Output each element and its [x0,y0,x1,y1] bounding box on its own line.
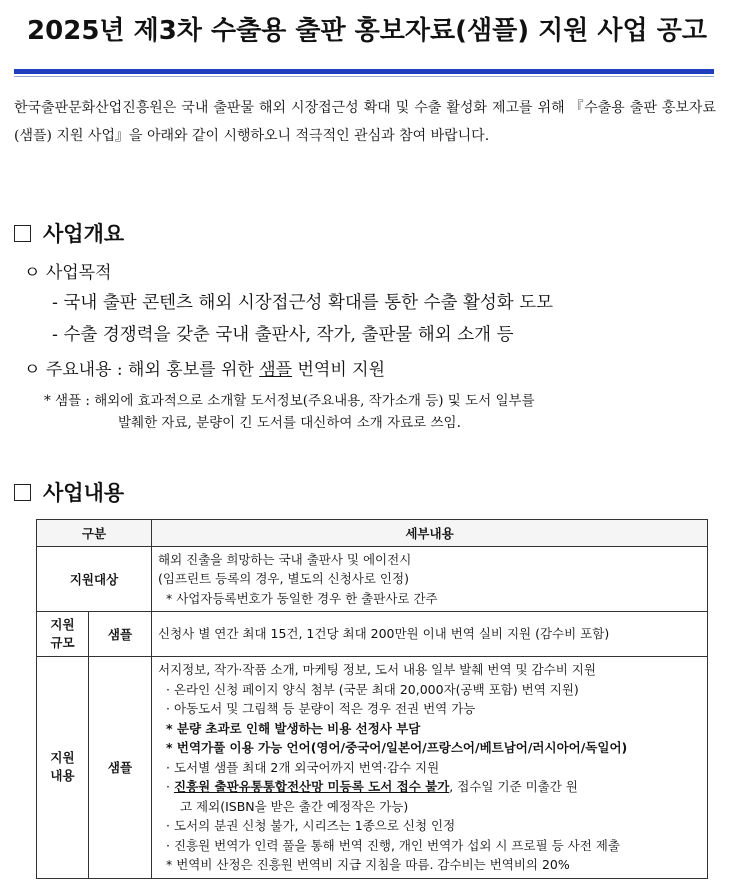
content-line: · 온라인 신청 페이지 양식 첨부 (국문 최대 20,000자(공백 포함) 번역 지원) [166,681,579,697]
content-detail [152,657,708,879]
content-line: · 진흥원 번역가 인력 풀을 통해 번역 진행, 개인 번역가 섭외 시 프로필 등 사전 제출 [166,837,620,853]
main-content-prefix: ㅇ 주요내용 : 해외 홍보를 위한 [24,360,260,380]
table-row-content [37,657,708,879]
content-line: · 아동도서 및 그림책 등 분량이 적은 경우 전권 번역 가능 [166,701,476,716]
page-title: 2025년 제3차 수출용 출판 홍보자료(샘플) 지원 사업 공고 [27,16,707,46]
square-bullet-icon [14,225,31,242]
table-header-row [37,520,708,547]
content-line: · 진흥원 출판유통통합전산망 미등록 도서 접수 불가, 접수일 기준 미출간 원 [166,779,578,794]
sample-note-line-2: 발췌한 자료, 분량이 긴 도서를 대신하여 소개 자료로 쓰임. [118,415,461,431]
content-label: 지원 내용 [37,657,89,879]
target-line: * 사업자등록번호가 동일한 경우 한 출판사로 간주 [166,590,438,606]
section-heading-text: 사업내용 [43,481,125,505]
main-content-line [24,355,385,380]
scale-detail [152,612,708,657]
content-line-rest: , 접수일 기준 미출간 원 [449,779,578,794]
header-category: 구분 [37,520,152,547]
main-content-suffix: 번역비 지원 [292,360,385,380]
table-row-target [37,547,708,612]
target-detail [152,547,708,612]
target-line: 해외 진출을 희망하는 국내 출판사 및 에이전시 [158,551,412,567]
header-detail: 세부내용 [152,520,708,547]
target-line: (임프린트 등록의 경우, 별도의 신청사로 인정) [158,571,409,587]
sample-note-line-1: * 샘플 : 해외에 효과적으로 소개할 도서정보(주요내용, 작가소개 등) 및 도서 일부를 [44,393,535,409]
title-rule-thin [14,76,714,77]
main-content-underlined: 샘플 [259,360,293,380]
content-line: · 도서의 분권 신청 불가, 시리즈는 1종으로 신청 인정 [166,818,456,833]
business-table [36,519,708,879]
content-line: * 번역비 산정은 진흥원 번역비 지급 지침을 따름. 감수비는 번역비의 20% [166,857,570,872]
section-heading-text: 사업개요 [43,222,125,246]
purpose-label: ㅇ 사업목적 [24,263,112,283]
content-line: · 도서별 샘플 최대 2개 외국어까지 번역·감수 지원 [166,759,440,775]
square-bullet-icon [14,484,31,501]
table-row-scale [37,612,708,657]
content-line: * 분량 초과로 인해 발생하는 비용 선정사 부담 [166,720,421,736]
purpose-item-1: - 국내 출판 콘텐츠 해외 시장접근성 확대를 통한 수출 활성화 도모 [52,293,554,313]
intro-paragraph: 한국출판문화산업진흥원은 국내 출판물 해외 시장접근성 확대 및 수출 활성화 제고를 위해 『수출용 출판 홍보자료(샘플) 지원 사업』을 아래와 같이 시행하오니 적극적인 관심과 참여 바랍니다. [14,100,716,144]
scale-label: 지원 규모 [37,612,89,657]
purpose-item-2: - 수출 경쟁력을 갖춘 국내 출판사, 작가, 출판물 해외 소개 등 [52,325,514,345]
section-heading-business [14,477,124,507]
content-sub-label: 샘플 [89,657,152,879]
content-line-underlined: 진흥원 출판유통통합전산망 미등록 도서 접수 불가 [173,779,450,794]
target-label: 지원대상 [37,547,152,612]
scale-text: 신청사 별 연간 최대 15건, 1건당 최대 200만원 이내 번역 실비 지원 (감수비 포함) [158,626,610,642]
content-line: 고 제외(ISBN을 받은 출간 예정작은 가능) [180,798,409,814]
section-heading-overview [14,218,124,248]
scale-sub-label: 샘플 [89,612,152,657]
content-line: * 번역가풀 이용 가능 언어(영어/중국어/일본어/프랑스어/베트남어/러시아어/독일어) [166,740,628,755]
title-rule-thick [14,69,714,74]
content-line: 서지정보, 작가·작품 소개, 마케팅 정보, 도서 내용 일부 발췌 번역 및 감수비 지원 [158,662,596,677]
